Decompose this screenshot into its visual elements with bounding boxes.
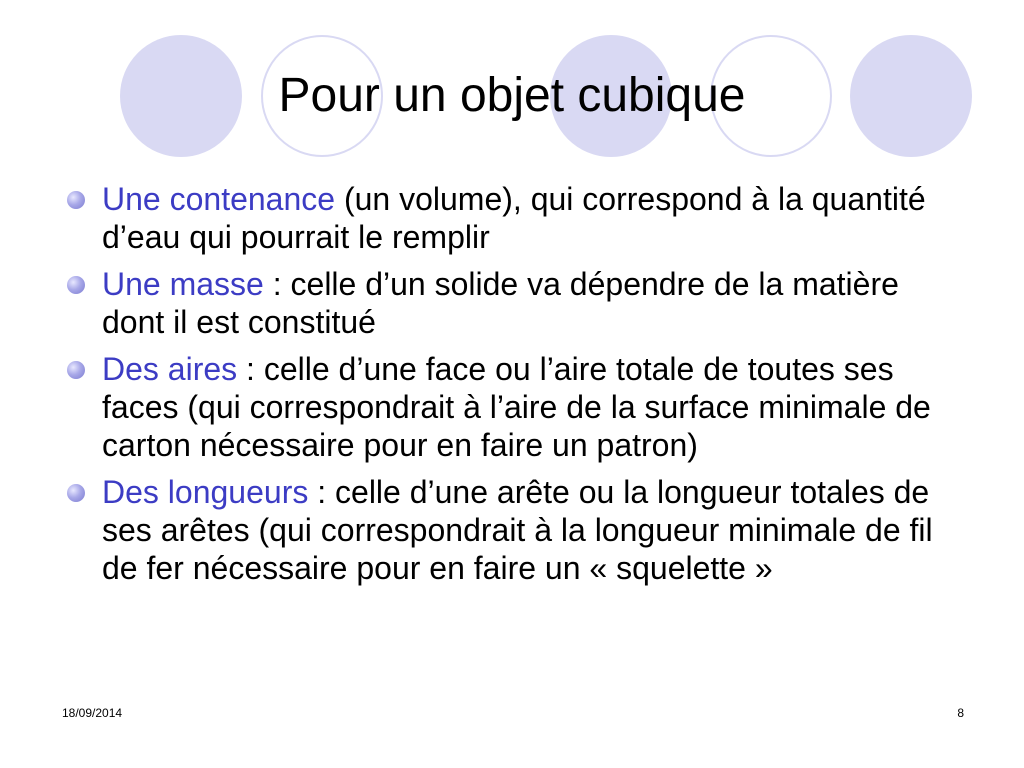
slide-title: Pour un objet cubique (278, 69, 746, 122)
bullet-text: : celle d’un solide va dépendre de la matière dont il est constitué (102, 266, 899, 340)
bullet-text: : celle d’une arête ou la longueur totales de ses arêtes (qui correspondrait à la longueur minimale de fil de fer nécessaire pour en faire un « squelette » (102, 474, 933, 586)
bullet-term: Une masse (102, 266, 264, 302)
page-number: 8 (957, 706, 964, 720)
bullet-item (64, 473, 964, 587)
bullet-dot-icon (67, 191, 85, 209)
bullet-term: Une contenance (102, 181, 336, 217)
bullet-item (64, 350, 964, 464)
bullet-item (64, 180, 964, 256)
bullet-term: Des aires (102, 351, 238, 387)
bullet-text: : celle d’une face ou l’aire totale de toutes ses faces (qui correspondrait à l’aire de la surface minimale de carton nécessaire pour en faire un patron) (102, 351, 931, 463)
bullet-term: Des longueurs (102, 474, 309, 510)
bullet-dot-icon (67, 361, 85, 379)
bullet-list (64, 180, 964, 596)
bullet-text: (un volume), qui correspond à la quantité d’eau qui pourrait le remplir (102, 181, 926, 255)
bullet-dot-icon (67, 484, 85, 502)
footer-date: 18/09/2014 (62, 706, 123, 720)
bullet-item (64, 265, 964, 341)
bullet-dot-icon (67, 276, 85, 294)
